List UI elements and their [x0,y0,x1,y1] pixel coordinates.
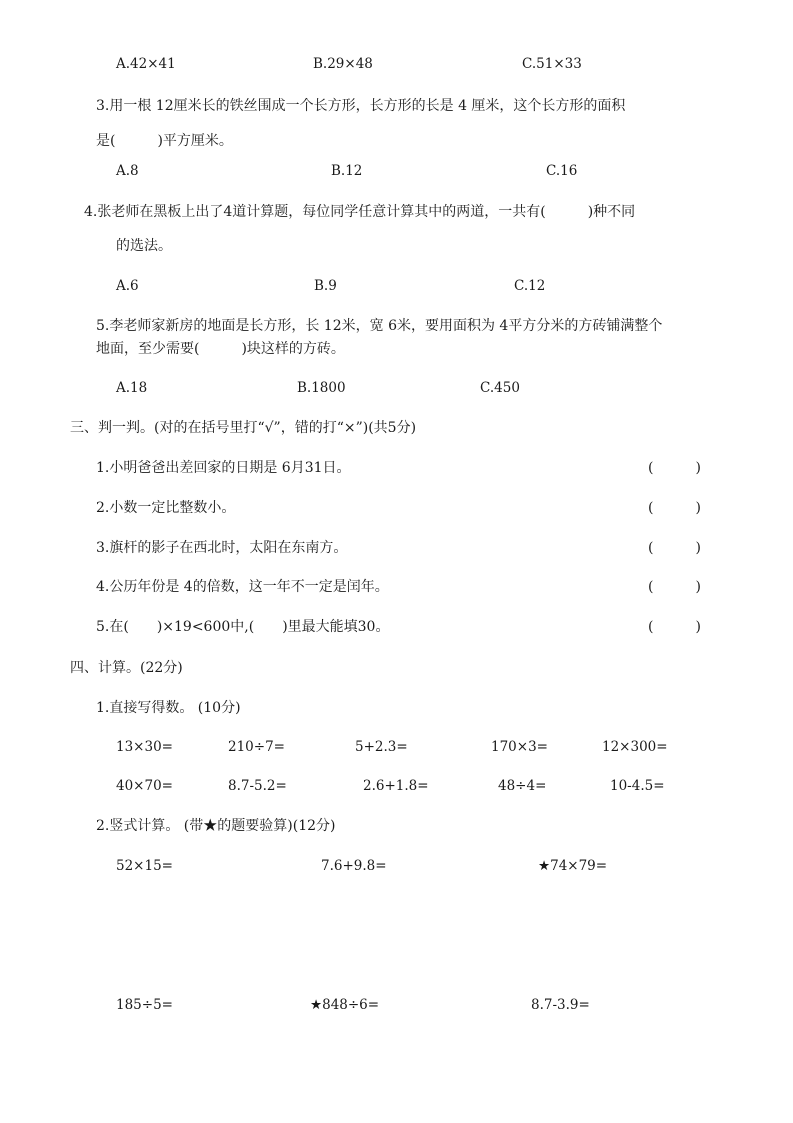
vertical-calc-3: ★74×79= [538,858,608,874]
judge-answer-box-2[interactable]: ( ) [648,500,701,516]
section4-title: 四、计算。(22分) [70,660,183,676]
judge-answer-box-1[interactable]: ( ) [648,460,701,476]
mental-calc-8: 2.6+1.8= [363,778,429,794]
q2-option-c: C.51×33 [522,56,582,72]
q4-option-a: A.6 [116,278,139,294]
calc-sub2-title: 2.竖式计算。 (带★的题要验算)(12分) [96,818,336,834]
judge-answer-box-4[interactable]: ( ) [648,579,701,595]
q4-text-line1: 4.张老师在黑板上出了4道计算题，每位同学任意计算其中的两道，一共有( )种不同 [84,204,636,220]
section3-title: 三、判一判。(对的在括号里打“√”，错的打“×”)(共5分) [70,420,417,436]
judge-item-2: 2.小数一定比整数小。 [96,500,236,516]
q5-text-line1: 5.李老师家新房的地面是长方形，长 12米，宽 6米，要用面积为 4平方分米的方砖铺满整个 [96,318,663,334]
judge-item-4: 4.公历年份是 4的倍数，这一年不一定是闰年。 [96,579,389,595]
judge-item-1: 1.小明爸爸出差回家的日期是 6月31日。 [96,460,351,476]
calc-sub1-title: 1.直接写得数。 (10分) [96,700,241,716]
q3-option-a: A.8 [116,163,139,179]
q5-option-a: A.18 [116,380,148,396]
mental-calc-1: 13×30= [116,739,173,755]
vertical-calc-6: 8.7-3.9= [531,997,590,1013]
vertical-calc-1: 52×15= [116,858,173,874]
mental-calc-7: 8.7-5.2= [228,778,287,794]
judge-item-3: 3.旗杆的影子在西北时，太阳在东南方。 [96,540,348,556]
q5-option-c: C.450 [480,380,520,396]
mental-calc-9: 48÷4= [498,778,547,794]
mental-calc-10: 10-4.5= [610,778,665,794]
q3-option-b: B.12 [331,163,363,179]
q5-option-b: B.1800 [297,380,346,396]
judge-answer-box-3[interactable]: ( ) [648,540,701,556]
q3-text-line2: 是( )平方厘米。 [96,133,233,149]
q3-option-c: C.16 [546,163,578,179]
judge-answer-box-5[interactable]: ( ) [648,619,701,635]
mental-calc-2: 210÷7= [228,739,285,755]
q5-text-line2: 地面，至少需要( )块这样的方砖。 [96,341,345,357]
vertical-calc-2: 7.6+9.8= [321,858,387,874]
mental-calc-4: 170×3= [491,739,548,755]
mental-calc-3: 5+2.3= [355,739,408,755]
q4-text-line2: 的选法。 [116,238,172,254]
vertical-calc-4: 185÷5= [116,997,173,1013]
q2-option-a: A.42×41 [116,56,176,72]
q4-option-c: C.12 [514,278,546,294]
vertical-calc-5: ★848÷6= [310,997,380,1013]
mental-calc-6: 40×70= [116,778,173,794]
q3-text-line1: 3.用一根 12厘米长的铁丝围成一个长方形，长方形的长是 4 厘米，这个长方形的面积 [96,98,626,114]
judge-item-5: 5.在( )×19<600中,( )里最大能填30。 [96,619,390,635]
mental-calc-5: 12×300= [602,739,668,755]
q4-option-b: B.9 [314,278,337,294]
q2-option-b: B.29×48 [313,56,373,72]
